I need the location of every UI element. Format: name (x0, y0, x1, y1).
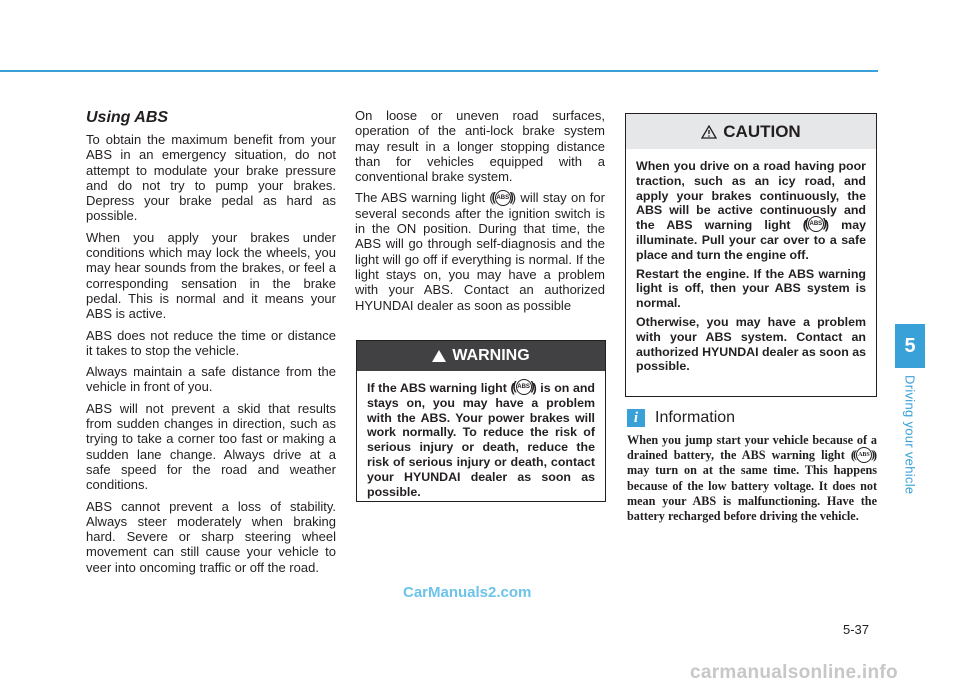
text-column-middle (355, 108, 605, 319)
information-text-part: ) may turn on at the same time. This happens because of the low battery voltage. It does not mean your ABS is malfunctioning. Have the battery recharged before driving the vehicle. (627, 448, 877, 524)
page-number: 5-37 (843, 622, 870, 637)
warning-triangle-icon (432, 350, 446, 362)
warning-text-part: If the ABS warning light ( (367, 381, 515, 395)
information-heading (627, 409, 735, 427)
warning-header (357, 341, 605, 371)
paragraph-text: ) will stay on for several seconds after the ignition switch is in the ON position. During that time, the ABS will go through self-diagnosis and the light will go off if everything is normal. If the light stays on, you may have a problem with your ABS. Contact an authorized HYUNDAI dealer as soon as possible (355, 190, 605, 313)
caution-title: CAUTION (723, 121, 801, 141)
warning-box (356, 340, 606, 502)
caution-text (636, 159, 866, 263)
paragraph (355, 190, 605, 312)
paragraph: ABS will not prevent a skid that results from sudden changes in direction, such as trying to take a corner too fast or making a sudden lane change. Always drive at a safe speed for the road and weather conditions. (86, 400, 336, 493)
information-icon: i (627, 409, 645, 427)
warning-body (357, 371, 605, 511)
paragraph: To obtain the maximum benefit from your ABS in an emergency situation, do not attempt to modulate your brake pressure and do not try to pump your brakes. Depress your brake pedal as hard as possible. (86, 132, 336, 224)
paragraph: Always maintain a safe distance from the vehicle in front of you. (86, 364, 336, 395)
caution-text: Restart the engine. If the ABS warning light is off, then your ABS system is normal. (636, 266, 866, 311)
chapter-label (897, 375, 923, 505)
caution-text: Otherwise, you may have a problem with your ABS system. Contact an authorized HYUNDAI dealer as soon as possible. (636, 314, 866, 374)
warning-text (367, 381, 595, 499)
chapter-number-tab: 5 (895, 324, 925, 368)
paragraph-text: The ABS warning light ( (355, 190, 494, 206)
caution-triangle-icon (701, 125, 717, 139)
information-title: Information (655, 409, 736, 426)
warning-text-part: ) is on and stays on, you may have a problem with the ABS. Your power brakes will work normally. To reduce the risk of serious injury or death, reduce the risk of serious injury or death, contact your HYUNDAI dealer as soon as possible. (367, 381, 595, 499)
chapter-label-text: Driving your vehicle (902, 375, 918, 495)
caution-body (626, 149, 876, 386)
information-body (627, 433, 877, 524)
paragraph: When you apply your brakes under conditions which may lock the wheels, you may hear sounds from the brakes, or feel a corresponding sensation in the brake pedal. This is normal and it means your ABS is active. (86, 229, 336, 322)
caution-text-part: When you drive on a road having poor traction, such as an icy road, and apply your brakes continuously, the ABS will be active continuously and the ABS warning light ( (636, 159, 866, 233)
caution-box (625, 113, 877, 397)
paragraph: ABS cannot prevent a loss of stability. Always steer moderately when braking hard. Severe or sharp steering wheel movement can still cause your vehicle to veer into oncoming traffic or off the road. (86, 498, 336, 575)
caution-header (626, 114, 876, 149)
abs-warning-light-icon: ( ABS ) (516, 379, 532, 395)
warning-title: WARNING (452, 347, 530, 364)
top-rule (0, 70, 878, 72)
abs-warning-light-icon: ( ABS ) (856, 447, 872, 463)
information-text-part: When you jump start your vehicle because of a drained battery, the ABS warning light ( (627, 433, 877, 463)
watermark-link[interactable]: CarManuals2.com (403, 584, 532, 601)
abs-warning-light-icon: ( ABS ) (495, 190, 511, 206)
paragraph: On loose or uneven road surfaces, operation of the anti-lock brake system may result in a longer stopping distance than for vehicles equipped with a conventional brake system. (355, 108, 605, 185)
caution-text-part: ) may illuminate. Pull your car over to a safe place and turn the engine off. (636, 218, 866, 262)
section-title: Using ABS (86, 109, 169, 126)
paragraph: ABS does not reduce the time or distance it takes to stop the vehicle. (86, 327, 336, 358)
abs-warning-light-icon: ( ABS ) (808, 216, 824, 232)
text-column-left (86, 108, 336, 581)
watermark-footer: carmanualsonline.info (690, 662, 898, 683)
